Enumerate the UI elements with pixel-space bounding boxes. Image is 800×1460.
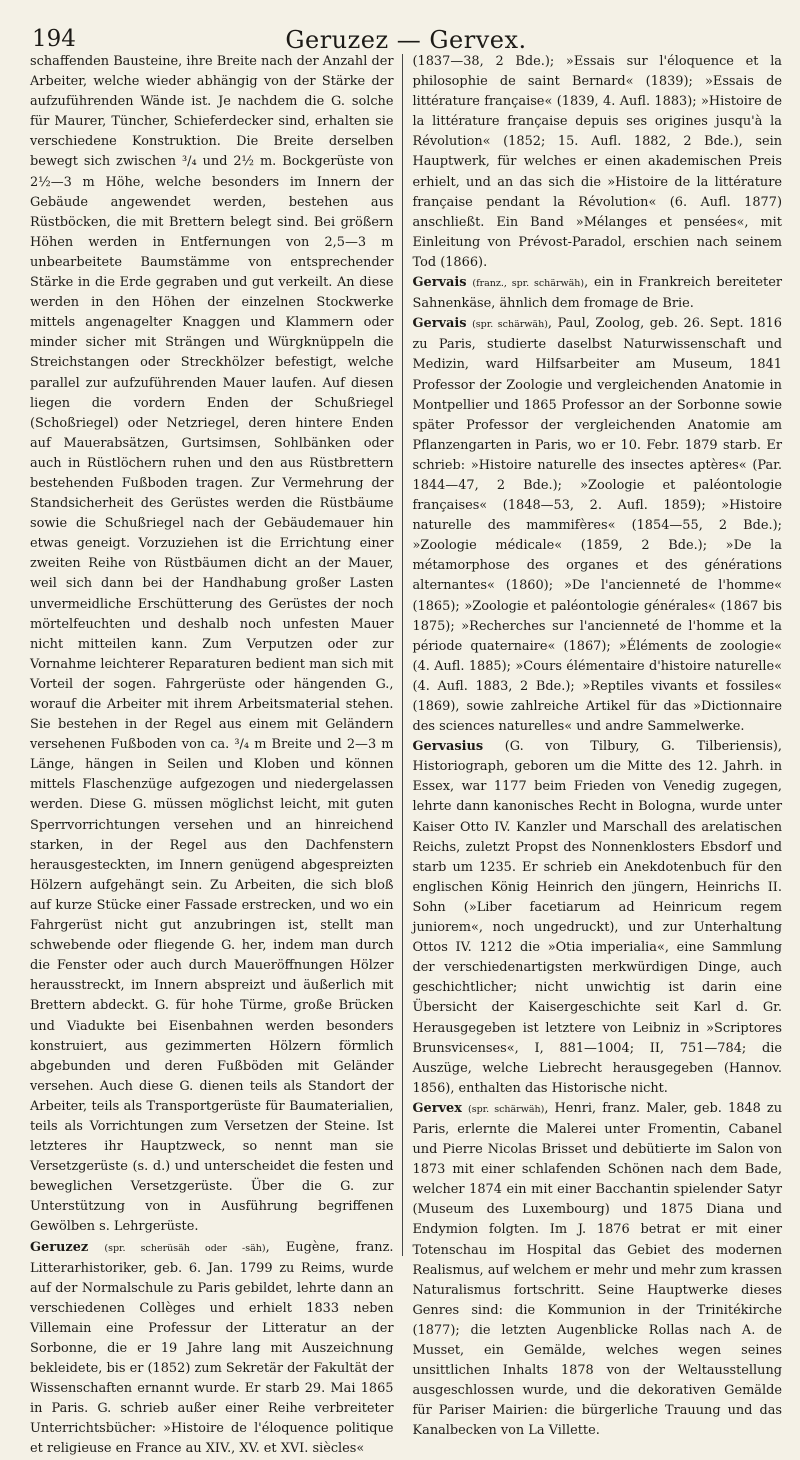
left-column (30, 52, 402, 1457)
entry-gervais-paul (413, 314, 783, 737)
headword-gervasius: Gervasius (412, 739, 484, 755)
entry-body-gervais-cheese: , ein in Frankreich bereiteter Sahnenkäse, ähnlich dem fromage de Brie. (412, 275, 782, 312)
pronunciation-gervex: (spr. schärwäh) (468, 1103, 545, 1115)
entry-geruzez (30, 1238, 394, 1460)
headword-gervais-paul: Gervais (412, 316, 467, 332)
page-header (30, 0, 782, 52)
running-head: Geruzez — Gervex. (285, 26, 527, 54)
headword-geruzez: Geruzez (30, 1239, 89, 1255)
entry-body-gervais-paul: , Paul, Zoolog, geb. 26. Sept. 1816 zu Paris, studierte daselbst Naturwissenschaft und Medizin, ward Hilfsarbeiter am Museum, 1841 Professor der Zoologie und vergleichenden Anatomie in Montpellier und 1865 Professor an der Sorbonne sowie später Professor der vergleichenden Anatomie am Pflanzengarten in Paris, wo er 10. Febr. 1879 starb. Er schrieb: »Histoire naturelle des insectes aptères« (Par. 1844—47, 2 Bde.); »Zoologie et paléontologie françaises« (1848—53, 2. Aufl. 1859); »Histoire naturelle des mammifères« (1854—55, 2 Bde.); »Zoologie médicale« (1859, 2 Bde.); »De la métamorphose des organes et des générations alternantes« (1860); »De l'ancienneté de l'homme« (1865); »Zoologie et paléontologie générales« (1867 bis 1875); »Recherches sur l'ancienneté de l'homme et la période quaternaire« (1867); »Éléments de zoologie« (4. Aufl. 1885); »Cours élémentaire d'histoire naturelle« (4. Aufl. 1883, 2 Bde.); »Reptiles vivants et fossiles« (1869), sowie zahlreiche Artikel für das »Dictionnaire des sciences naturelles« und andre Sammelwerke. (412, 316, 782, 735)
entry-body-geruzez: , Eugène, franz. Litterarhistoriker, geb. 6. Jan. 1799 zu Reims, wurde auf der Normalschule zu Paris gebildet, lehrte dann an verschiedenen Collèges und erhielt 1833 neben Villemain eine Professur der Litteratur an der Sorbonne, die er 19 Jahre lang mit Auszeichnung bekleidete, bis er (1852) zum Sekretär der Fakultät der Wissenschaften ernannt wurde. Er starb 29. Mai 1865 in Paris. G. schrieb außer einer Reihe verbreiteter Unterrichtsbücher: »Histoire de l'éloquence politique et religieuse en France au XIV., XV. et XVI. siècles« (30, 1239, 394, 1457)
entry-continuation-geruzez: (1837—38, 2 Bde.); »Essais sur l'éloquence et la philosophie de saint Bernard« (1839); »Essais de littérature française« (1839, 4. Aufl. 1883); »Histoire de la littérature française depuis ses origines jusqu'à la Révolution« (1852; 15. Aufl. 1882, 2 Bde.), sein Hauptwerk, für welches er einen akademischen Preis erhielt, und an das sich die »Histoire de la littérature française pendant la Révolution« (6. Aufl. 1877) anschließt. Ein Band »Mélanges et pensées«, mit Einleitung von Prévost-Paradol, erschien nach seinem Tod (1866). (412, 54, 782, 270)
entry-body-gervasius: (G. von Tilbury, G. Tilberiensis), Historiograph, geboren um die Mitte des 12. Jahrh. in Essex, war 1177 beim Frieden von Venedig zugegen, lehrte dann kanonisches Recht in Bologna, wurde unter Kaiser Otto IV. Kanzler und Marschall des arelatischen Reichs, zuletzt Propst des Nonnenklosters Ebsdorf und starb um 1235. Er schrieb ein Anekdotenbuch für den englischen König Heinrich den jüngern, Heinrichs II. Sohn (»Liber facetiarum ad Heinricum regem juniorem«, noch ungedruckt), und zur Unterhaltung Ottos IV. 1212 die »Otia imperialia«, eine Sammlung der verschiedenartigsten merkwürdigen Dinge, auch geschichtlicher; nicht unwichtig ist darin eine Übersicht der Kaisergeschichte seit Karl d. Gr. Herausgegeben ist letztere von Leibniz in »Scriptores Brunsvicenses«, I, 881—1004; II, 751—784; die Auszüge, welche Liebrecht herausgegeben (Hannov. 1856), enthalten das Historische nicht. (412, 739, 782, 1096)
pronunciation-geruzez: (spr. scherüsäh oder -säh) (104, 1242, 266, 1254)
entry-body-gervex: , Henri, franz. Maler, geb. 1848 zu Paris, erlernte die Malerei unter Fromentin, Cabanel und Pierre Nicolas Brisset und debütierte im Salon von 1873 mit einer schlafenden Schönen nach dem Bade, welcher 1874 ein mit einer Bacchantin spielender Satyr (Museum des Luxembourg) und 1875 Diana und Endymion folgten. Im J. 1876 betrat er mit einer Totenschau im Hospital das Gebiet des modernen Realismus, auf welchem er mehr und mehr zum krassen Naturalismus fortschritt. Seine Hauptwerke dieses Genres sind: die Kommunion in der Trinitékirche (1877); die letzten Augenblicke Rollas nach A. de Musset, ein Gemälde, welches wegen seines unsittlichen Inhalts 1878 von der Weltausstellung ausgeschlossen wurde, und die dekorativen Gemälde für Pariser Mairien: die bürgerliche Trauung und das Kanalbecken von La Villette. (412, 1100, 782, 1439)
headword-gervais-cheese: Gervais (412, 275, 467, 291)
pronunciation-gervais-cheese: (franz., spr. schärwäh) (472, 278, 585, 290)
text-columns (30, 52, 782, 1457)
headword-gervex: Gervex (412, 1100, 462, 1116)
entry-gervasius (413, 737, 783, 1099)
entry-continuation-geruest: schaffenden Bausteine, ihre Breite nach der Anzahl der Arbeiter, welche wieder abhängig von der Stärke der aufzuführenden Wände ist. Je nachdem die G. solche für Maurer, Tüncher, Schieferdecker sind, erhalten sie verschiedene Konstruktion. Die Breite derselben bewegt sich zwischen ³/₄ und 2½ m. Bockgerüste von 2½—3 m Höhe, welche besonders im Innern der Gebäude angewendet werden, bestehen aus Rüstböcken, die mit Brettern belegt sind. Bei größern Höhen werden in Entfernungen von 2,5—3 m unbearbeitete Baumstämme von entsprechender Stärke in die Erde gegraben und gut verkeilt. An diese werden in den Höhen der einzelnen Stockwerke mittels angenagelter Knaggen und Klammern oder minder sicher mit Strängen und Würgknüppeln die Streichstangen oder Streckhölzer befestigt, welche parallel zur aufzuführenden Mauer laufen. Auf diesen liegen die vordern Enden der Schußriegel (Schoßriegel) oder Netzriegel, deren hintere Enden auf Mauerabsätzen, Gurtsimsen, Sohlbänken oder auch in Rüstlöchern ruhen und den aus Rüstbrettern bestehenden Fußboden tragen. Zur Vermehrung der Standsicherheit des Gerüstes werden die Rüstbäume sowie die Schußriegel nach der Gebäudemauer hin etwas geneigt. Vorzuziehen ist die Errichtung einer zweiten Reihe von Rüstbäumen dicht an der Mauer, weil sich dann bei der Handhabung großer Lasten unvermeidliche Erschütterung des Gerüstes der noch mörtelfeuchten und deshalb noch unfesten Mauer nicht mitteilen kann. Zum Verputzen oder zur Vornahme leichterer Reparaturen bedient man sich mit Vorteil der sogen. Fahrgerüste oder hängenden G., worauf die Arbeiter mit ihrem Arbeitsmaterial stehen. Sie bestehen in der Regel aus einem mit Geländern versehenen Fußboden von ca. ³/₄ m Breite und 2—3 m Länge, hängen in Seilen und Kloben und können mittels Flaschenzüge aufgezogen und niedergelassen werden. Diese G. müssen möglichst leicht, mit guten Sperrvorrichtungen versehen und an hinreichend starken, in der Regel aus den Dachfenstern herausgesteckten, im Innern genügend abgespreizten Hölzern aufgehängt sein. Zu Arbeiten, die sich bloß auf kurze Stücke einer Fassade erstrecken, und wo ein Fahrgerüst nicht gut anzubringen ist, stellt man schwebende oder fliegende G. her, indem man durch die Fenster oder auch durch Maueröffnungen Hölzer herausstreckt, im Innern abspreizt und äußerlich mit Brettern abdeckt. G. für hohe Türme, große Brücken und Viadukte bei Eisenbahnen werden besonders konstruiert, aus gezimmerten Hölzern förmlich abgebunden und deren Fußböden mit Geländer versehen. Auch diese G. dienen teils als Standort der Arbeiter, teils als Transportgerüste für Baumaterialien, teils als Vorrichtungen zum Versetzen der Steine. Ist letzteres ihr Hauptzweck, so nennt man sie Versetzgerüste (s. d.) und unterscheidet die festen und beweglichen Versetzgerüste. Über die G. zur Unterstützung von in Ausführung begriffenen Gewölben s. Lehrgerüste. (30, 54, 394, 1235)
page-number: 194 (32, 26, 76, 52)
right-column (403, 52, 783, 1439)
entry-gervais-cheese (413, 273, 783, 314)
pronunciation-gervais-paul: (spr. schärwäh) (472, 319, 548, 331)
entry-gervex (413, 1099, 783, 1442)
